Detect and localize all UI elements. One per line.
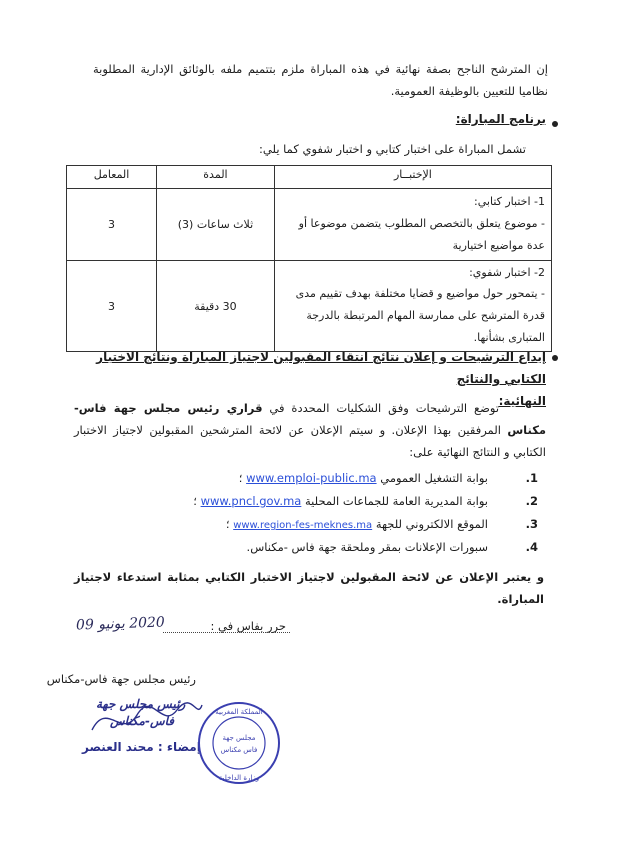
list-label: الموقع الالكتروني للجهة [375,517,488,531]
date-dotted-line [163,632,290,633]
coef-cell: 3 [67,261,157,352]
duration-cell: ثلاث ساعات (3) [157,189,275,261]
official-seal [196,700,282,786]
list-label: بوابة التشغيل العمومي [380,471,488,485]
list-num: 3. [525,517,538,531]
seal-text-bottom: وزارة الداخلية [218,774,260,782]
seal-text-mid: مجلس جهة [222,734,256,742]
program-heading: برنامج المباراة: [455,112,546,126]
list-link[interactable]: www.emploi-public.ma [246,471,377,485]
list-link[interactable]: www.pncl.gov.ma [200,494,302,508]
duration-cell: 30 دقيقة [157,261,275,352]
signatory-title: رئيس مجلس جهة فاس-مكناس [46,672,196,686]
deposit-para-bold: قراري رئيس مجلس جهة فاس-مكناس [74,401,547,437]
col-coef: المعامل [67,166,157,189]
test-desc: - يتمحور حول مواضيع و قضايا مختلفة بهدف تقييم مدى قدرة المترشح على ممارسة المهام المرتبطة بالدرجة المتبارى بشأنها. [295,287,545,344]
col-duration: المدة [157,166,275,189]
seal-inner-ring [213,717,265,769]
deposit-paragraph [74,397,546,463]
program-lead: تشمل المباراة على اختبار كتابي و اختبار شفوي كما يلي: [259,142,526,156]
handwritten-date: 2020 يونيو 09 [75,614,166,634]
test-cell [274,261,551,352]
list-num: 4. [525,540,538,554]
signature-stroke [92,703,202,730]
list-label: بوابة المديرية العامة للجماعات المحلية [305,494,488,508]
list-num: 2. [525,494,538,508]
list-item [70,540,538,554]
col-test: الإختبــار [274,166,551,189]
deposit-heading-line2: النهائية: [498,394,546,408]
signed-by: إمضاء : محند العنصر [82,740,201,754]
seal-text-city: فاس مكناس [220,746,258,754]
stamp-region: فاس-مكناس [110,714,175,728]
place-label: حرر بفاس في : [210,619,286,633]
deposit-para-part2: المرفقين بهذا الإعلان. و سيتم الإعلان عن لائحة المترشحين المقبولين لاجتياز الاختبار الكتابي و النتائج النهائية على: [74,423,546,459]
bullet-dot [552,121,558,127]
list-label: سبورات الإعلانات بمقر وملحقة جهة فاس -مكناس. [246,540,488,554]
table-row [67,189,552,261]
deposit-para-part1: توضع الترشيحات وفق الشكليات المحددة في [269,401,500,415]
convocation-note: و يعتبر الإعلان عن لائحة المقبولين لاجتياز الاختبار الكتابي بمثابة استدعاء لاجتياز المباراة. [74,570,544,606]
list-num: 1. [525,471,538,485]
table-row [67,261,552,352]
intro-paragraph: إن المترشح الناجح بصفة نهائية في هذه المباراة ملزم بتتميم ملفه بالوثائق الإدارية المطلوبة نظاميا للتعيين بالوظيفة العمومية. [93,62,548,98]
list-item [70,517,538,531]
deposit-heading-line1: إيداع الترشيحات و إعلان نتائج انتقاء المقبولين لاجتياز المباراة ونتائج الاختبار الكتابي والنتائج [96,350,546,386]
coef-cell: 3 [67,189,157,261]
test-cell [274,189,551,261]
stamp-title: رئيس مجلس جهة [96,697,186,711]
signature-scribble [82,690,207,750]
test-title: 2- اختبار شفوي: [469,266,545,279]
list-suffix: ؛ [238,471,243,485]
list-item [70,471,538,485]
test-desc: - موضوع يتعلق بالتخصص المطلوب يتضمن موضوعا أو عدة مواضيع اختيارية [298,217,545,252]
list-suffix: ؛ [193,494,197,508]
seal-text-top: المملكة المغربية [215,708,263,716]
list-suffix: ؛ [225,517,230,531]
list-item [70,494,538,508]
test-title: 1- اختبار كتابي: [474,195,545,208]
program-table [66,165,552,352]
list-link[interactable]: www.region-fes-meknes.ma [233,520,373,531]
bullet-dot [552,355,558,361]
